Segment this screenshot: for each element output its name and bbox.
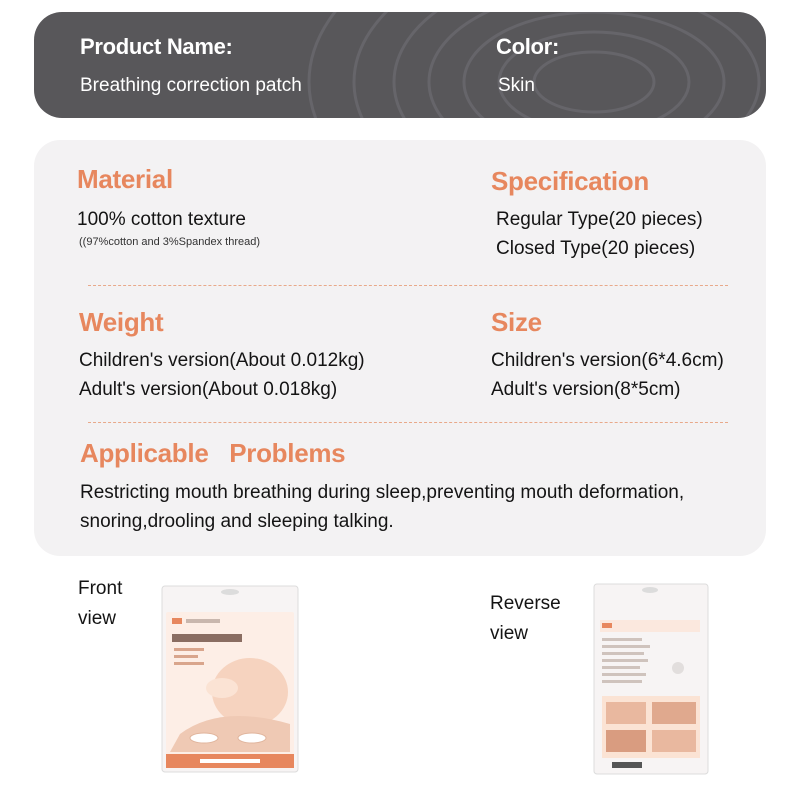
weight-line-1: Children's version(About 0.012kg) — [79, 350, 365, 371]
size-line-2: Adult's version(8*5cm) — [491, 379, 681, 400]
divider-1 — [88, 285, 728, 286]
material-line: 100% cotton texture — [77, 209, 246, 230]
specification-line-2: Closed Type(20 pieces) — [496, 238, 696, 259]
specification-title: Specification — [491, 166, 649, 196]
size-title: Size — [491, 307, 542, 337]
spec-card — [34, 140, 766, 556]
size-line-1: Children's version(6*4.6cm) — [491, 350, 724, 371]
reverse-view-label-line-1: Reverse — [490, 593, 561, 614]
weight-line-2: Adult's version(About 0.018kg) — [79, 379, 338, 400]
reverse-package-image — [592, 582, 712, 778]
product-name-value: Breathing correction patch — [80, 75, 302, 96]
front-package-image — [160, 584, 302, 776]
applicable-problems-title: Applicable Problems — [80, 438, 346, 468]
weight-title: Weight — [79, 307, 164, 337]
applicable-line-1: Restricting mouth breathing during sleep,preventing mouth deformation, — [80, 482, 685, 503]
front-view-label — [78, 574, 122, 634]
reverse-view-label-line-2: view — [490, 623, 529, 644]
specification-line-1: Regular Type(20 pieces) — [496, 209, 703, 230]
material-title: Material — [77, 164, 173, 194]
front-view-label-line-2: view — [78, 608, 117, 629]
material-note: ((97%cotton and 3%Spandex thread) — [79, 236, 261, 248]
reverse-view-label — [490, 589, 561, 649]
divider-2 — [88, 422, 728, 423]
color-label: Color: — [496, 34, 559, 59]
product-header-banner — [34, 12, 766, 118]
product-name-label: Product Name: — [80, 34, 233, 59]
applicable-line-2: snoring,drooling and sleeping talking. — [80, 511, 394, 532]
color-value: Skin — [498, 75, 535, 96]
front-view-label-line-1: Front — [78, 578, 123, 599]
wood-ring-pattern — [34, 12, 766, 118]
